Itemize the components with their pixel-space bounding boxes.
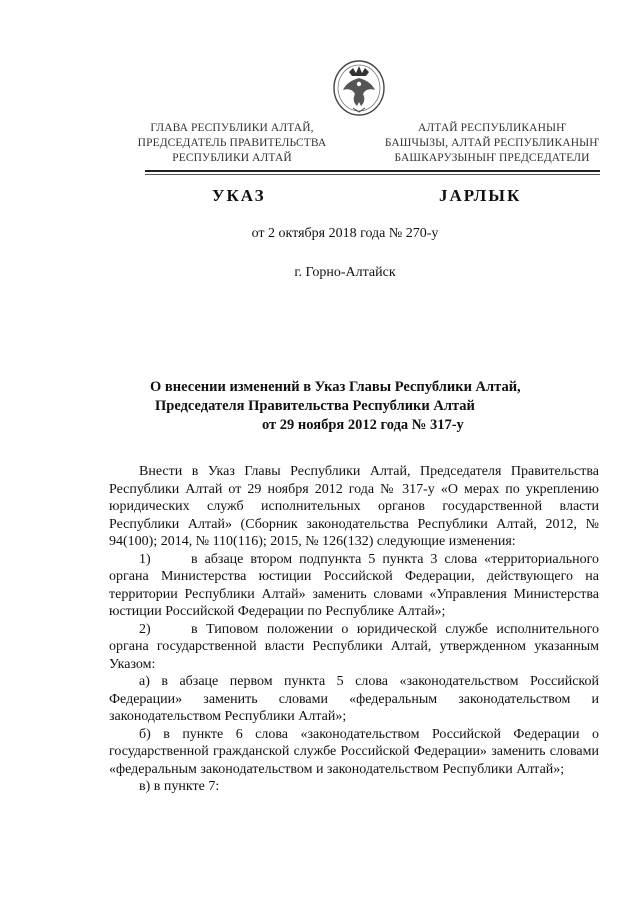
header-left-line: ПРЕДСЕДАТЕЛЬ ПРАВИТЕЛЬСТВА xyxy=(137,137,327,149)
body-intro: Внести в Указ Главы Республики Алтай, Председателя Правительства Республики Алтай от 29 ноября 2012 года № 317-у «О мерах по укреплению юридических служб исполнительных органов государственной власти Республики Алтай» (Сборник законодательства Республики Алтай, 2012, № 94(100); 2014, № 110(116); 2015, № 126(132) следующие изменения: xyxy=(109,464,599,549)
item-text: в Типовом положении о юридической службе исполнительного органа государственной власти Республики Алтай, утвержденном указанным Указом: xyxy=(109,621,599,672)
header-right-line: АЛТАЙ РЕСПУБЛИКАНЫҤ xyxy=(418,122,566,134)
body-subitem-c: в) в пункте 7: xyxy=(139,779,220,794)
header-left-line: ГЛАВА РЕСПУБЛИКИ АЛТАЙ, xyxy=(150,122,314,134)
decree-title-ru: УКАЗ xyxy=(212,186,266,205)
decree-body xyxy=(109,463,599,796)
body-item-2 xyxy=(109,621,599,674)
body-item-1 xyxy=(109,551,599,621)
decree-date: от 2 октября 2018 года № 270-у xyxy=(251,226,439,241)
header-divider-thin xyxy=(145,174,600,175)
header-right xyxy=(372,121,612,166)
header-left-line: РЕСПУБЛИКИ АЛТАЙ xyxy=(172,152,292,164)
decree-city: г. Горно-Алтайск xyxy=(294,265,396,280)
header-right-line: БАШЧЫЗЫ, АЛТАЙ РЕСПУБЛИКАНЫҤ xyxy=(384,137,600,149)
header-right-line: БАШКАРУЗЫНЫҤ ПРЕДСЕДАТЕЛИ xyxy=(394,152,590,164)
body-subitem-a: а) в абзаце первом пункта 5 слова «законодательством Российской Федерации» заменить словами «федеральным законодательством и законодательством Республики Алтай»; xyxy=(109,674,599,724)
coat-of-arms-icon xyxy=(331,58,387,118)
item-number: 2) xyxy=(139,621,151,637)
header-divider xyxy=(145,170,600,172)
body-subitem-b: б) в пункте 6 слова «законодательством Российской Федерации о государственной гражданской службе Российской Федерации» заменить словами «федеральным законодательством и законодательством Республики Алтай»; xyxy=(109,726,599,777)
header-left xyxy=(112,121,352,166)
subject-line: от 29 ноября 2012 года № 317-у xyxy=(262,417,464,433)
subject-line: Председателя Правительства Республики Алтай xyxy=(155,398,475,414)
item-text: в абзаце втором подпункта 5 пункта 3 слова «территориального органа Министерства юстиции Российской Федерации, действующего на территории Республики Алтай» заменить словами «Управления Министерства юстиции Российской Федерации по Республике Алтай»; xyxy=(109,551,599,619)
decree-subject xyxy=(150,378,600,435)
subject-line: О внесении изменений в Указ Главы Республики Алтай, xyxy=(150,379,521,395)
decree-title-alt: ЈАРЛЫК xyxy=(439,186,522,205)
item-number: 1) xyxy=(139,551,151,567)
